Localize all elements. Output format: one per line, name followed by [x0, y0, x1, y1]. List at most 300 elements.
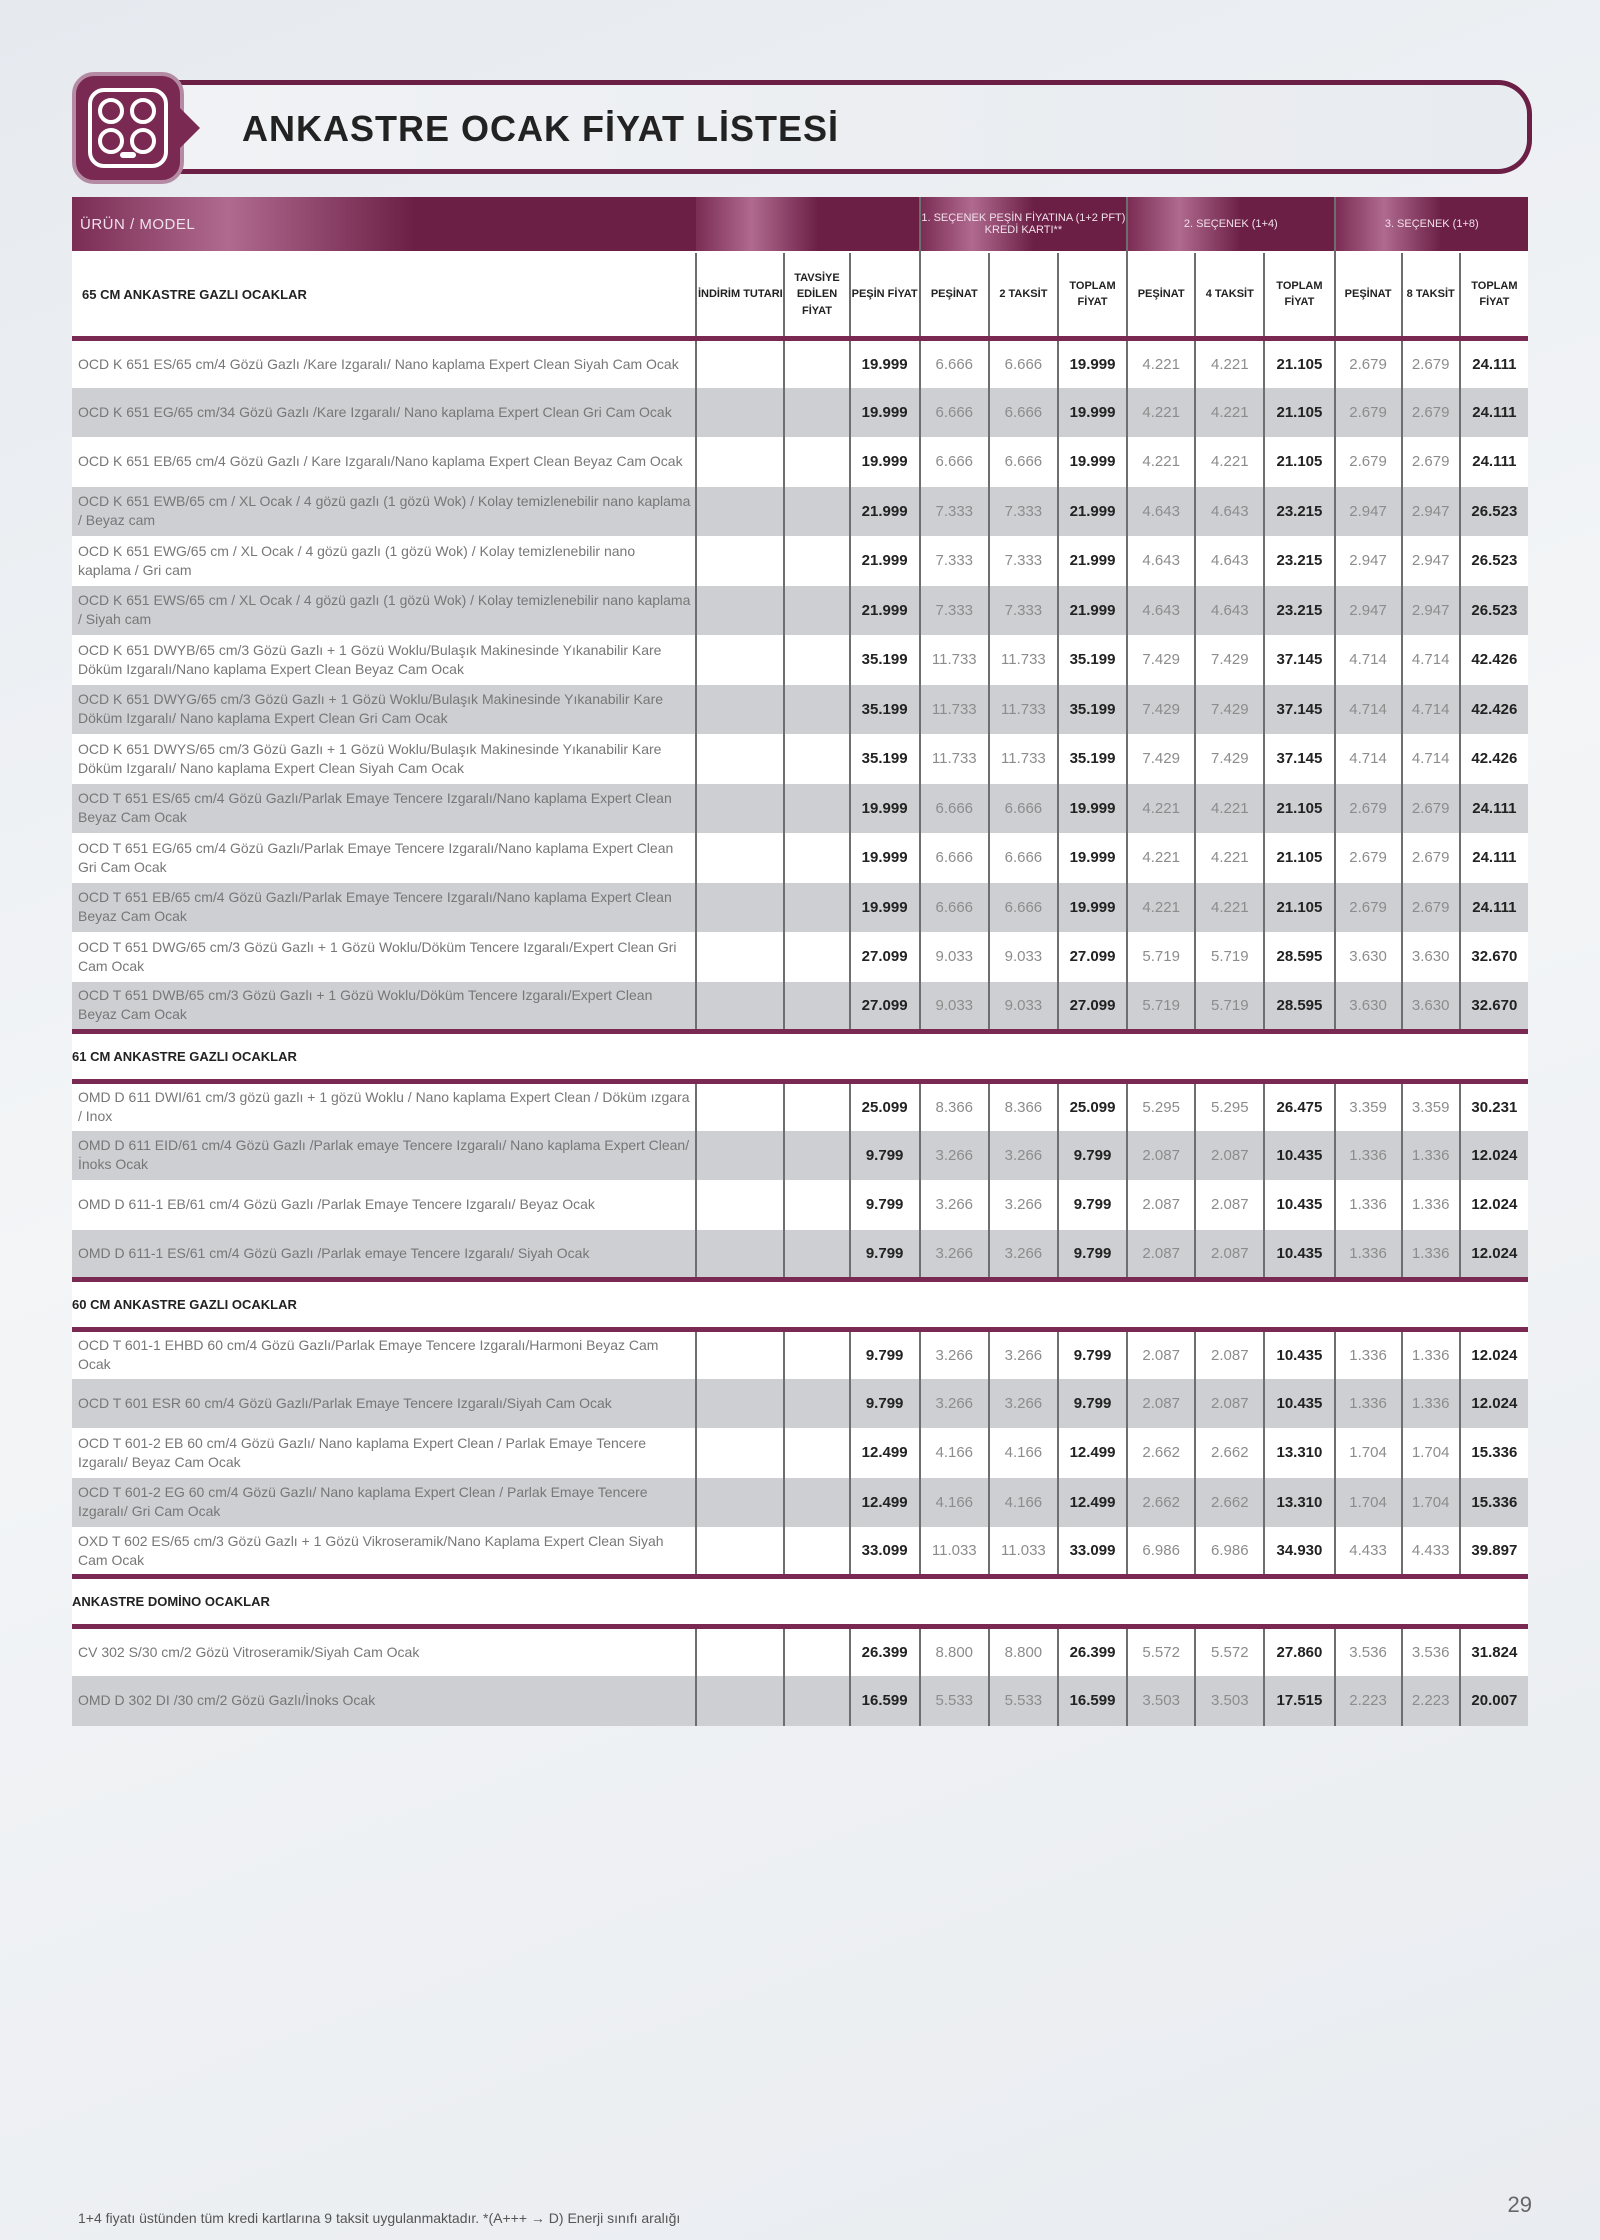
price-cell: 6.666	[920, 883, 989, 933]
price-cell: 2.087	[1195, 1180, 1264, 1230]
price-cell: 3.266	[989, 1180, 1058, 1230]
price-cell	[696, 1478, 784, 1528]
price-cell: 5.533	[920, 1676, 989, 1726]
price-cell	[696, 586, 784, 636]
price-cell: 5.572	[1127, 1627, 1195, 1677]
price-cell	[696, 1379, 784, 1429]
price-cell: 27.099	[850, 982, 920, 1032]
price-cell: 2.087	[1127, 1131, 1195, 1181]
price-cell: 6.666	[989, 437, 1058, 487]
price-cell	[696, 1627, 784, 1677]
product-name-cell: OMD D 611-1 EB/61 cm/4 Gözü Gazlı /Parlak Emaye Tencere Izgaralı/ Beyaz Ocak	[72, 1180, 696, 1230]
price-cell: 4.643	[1127, 536, 1195, 586]
price-cell: 11.033	[920, 1527, 989, 1577]
product-name-cell: OCD T 651 EG/65 cm/4 Gözü Gazlı/Parlak Emaye Tencere Izgaralı/Nano kaplama Expert Clean Gri Cam Ocak	[72, 833, 696, 883]
price-cell: 19.999	[1058, 883, 1127, 933]
price-cell: 1.336	[1402, 1329, 1460, 1379]
price-cell: 19.999	[1058, 338, 1127, 388]
price-cell: 4.714	[1335, 635, 1402, 685]
price-cell: 3.266	[989, 1379, 1058, 1429]
product-name-cell: OCD K 651 EWS/65 cm / XL Ocak / 4 gözü gazlı (1 gözü Wok) / Kolay temizlenebilir nano kaplama / Siyah cam	[72, 586, 696, 636]
price-cell: 35.199	[1058, 635, 1127, 685]
page-header	[72, 72, 1532, 184]
section-title: ANKASTRE DOMİNO OCAKLAR	[72, 1577, 1528, 1627]
col-o1-total: TOPLAM FİYAT	[1058, 252, 1127, 338]
price-cell: 9.799	[1058, 1131, 1127, 1181]
price-cell: 35.199	[1058, 734, 1127, 784]
product-name-cell: OCD K 651 EWG/65 cm / XL Ocak / 4 gözü gazlı (1 gözü Wok) / Kolay temizlenebilir nano kaplama / Gri cam	[72, 536, 696, 586]
price-cell: 4.166	[920, 1428, 989, 1478]
price-cell: 4.221	[1195, 883, 1264, 933]
price-cell: 16.599	[1058, 1676, 1127, 1726]
price-cell: 6.666	[920, 388, 989, 438]
price-cell: 42.426	[1460, 635, 1528, 685]
price-cell: 11.733	[989, 734, 1058, 784]
price-cell: 9.799	[850, 1131, 920, 1181]
col-o3-total: TOPLAM FİYAT	[1460, 252, 1528, 338]
footnote: 1+4 fiyatı üstünden tüm kredi kartlarına 9 taksit uygulanmaktadır. *(A+++ → D) Enerji sınıfı aralığı	[78, 2210, 681, 2226]
price-cell: 24.111	[1460, 437, 1528, 487]
price-cell: 12.024	[1460, 1131, 1528, 1181]
price-cell: 2.223	[1402, 1676, 1460, 1726]
price-cell	[696, 734, 784, 784]
price-cell: 37.145	[1264, 685, 1334, 735]
price-cell: 27.099	[1058, 982, 1127, 1032]
price-cell	[696, 833, 784, 883]
col-discount: İNDİRİM TUTARI	[696, 252, 784, 338]
price-cell: 33.099	[850, 1527, 920, 1577]
price-cell: 2.947	[1335, 536, 1402, 586]
price-cell: 2.662	[1127, 1428, 1195, 1478]
price-cell	[784, 883, 849, 933]
price-cell: 7.333	[989, 536, 1058, 586]
price-cell: 11.733	[920, 734, 989, 784]
price-cell: 21.105	[1264, 437, 1334, 487]
price-cell: 4.221	[1127, 883, 1195, 933]
price-cell	[696, 1676, 784, 1726]
price-cell: 6.986	[1195, 1527, 1264, 1577]
price-cell: 13.310	[1264, 1428, 1334, 1478]
price-cell: 37.145	[1264, 635, 1334, 685]
price-cell: 2.679	[1402, 883, 1460, 933]
price-cell: 5.295	[1127, 1081, 1195, 1131]
price-cell: 32.670	[1460, 932, 1528, 982]
price-cell: 24.111	[1460, 784, 1528, 834]
price-cell: 3.359	[1335, 1081, 1402, 1131]
price-cell: 21.999	[850, 536, 920, 586]
price-cell: 4.221	[1127, 388, 1195, 438]
price-cell: 6.986	[1127, 1527, 1195, 1577]
price-table	[72, 197, 1528, 1726]
price-cell: 4.714	[1335, 734, 1402, 784]
product-name-cell: OCD K 651 EWB/65 cm / XL Ocak / 4 gözü gazlı (1 gözü Wok) / Kolay temizlenebilir nano kaplama / Beyaz cam	[72, 487, 696, 537]
price-cell: 1.336	[1402, 1379, 1460, 1429]
price-cell: 7.429	[1195, 734, 1264, 784]
table-row	[72, 437, 1528, 487]
price-cell: 37.145	[1264, 734, 1334, 784]
price-cell: 3.266	[920, 1230, 989, 1280]
price-cell: 5.719	[1195, 932, 1264, 982]
price-cell: 5.719	[1195, 982, 1264, 1032]
price-cell: 19.999	[1058, 437, 1127, 487]
table-row	[72, 1428, 1528, 1478]
price-cell: 2.947	[1402, 536, 1460, 586]
table-row	[72, 1478, 1528, 1528]
price-cell: 7.429	[1195, 685, 1264, 735]
price-cell: 5.719	[1127, 982, 1195, 1032]
price-cell: 35.199	[850, 734, 920, 784]
price-cell	[696, 1081, 784, 1131]
price-cell: 6.666	[920, 338, 989, 388]
price-cell: 42.426	[1460, 734, 1528, 784]
product-name-cell: OCD K 651 DWYG/65 cm/3 Gözü Gazlı + 1 Gözü Woklu/Bulaşık Makinesinde Yıkanabilir Kare Döküm Izgaralı/ Nano kaplama Expert Clean Gri Cam Ocak	[72, 685, 696, 735]
price-cell: 10.435	[1264, 1230, 1334, 1280]
table-row	[72, 982, 1528, 1032]
table-row	[72, 734, 1528, 784]
price-cell: 39.897	[1460, 1527, 1528, 1577]
price-cell	[696, 685, 784, 735]
option3-label: 3. SEÇENEK (1+8)	[1335, 197, 1528, 252]
price-cell: 24.111	[1460, 338, 1528, 388]
price-cell: 19.999	[850, 833, 920, 883]
price-cell: 2.087	[1127, 1180, 1195, 1230]
table-row	[72, 1379, 1528, 1429]
price-cell: 11.033	[989, 1527, 1058, 1577]
product-name-cell: OCD T 601 ESR 60 cm/4 Gözü Gazlı/Parlak Emaye Tencere Izgaralı/Siyah Cam Ocak	[72, 1379, 696, 1429]
price-cell: 12.024	[1460, 1230, 1528, 1280]
price-cell	[696, 1329, 784, 1379]
product-name-cell: OMD D 302 DI /30 cm/2 Gözü Gazlı/İnoks Ocak	[72, 1676, 696, 1726]
price-cell: 9.799	[850, 1230, 920, 1280]
price-cell: 11.733	[920, 685, 989, 735]
price-cell: 9.799	[850, 1329, 920, 1379]
price-cell: 24.111	[1460, 883, 1528, 933]
product-column-label: ÜRÜN / MODEL	[72, 197, 696, 252]
price-cell	[784, 1627, 849, 1677]
price-cell: 17.515	[1264, 1676, 1334, 1726]
price-cell: 4.221	[1195, 338, 1264, 388]
price-cell: 1.336	[1335, 1131, 1402, 1181]
price-cell: 4.166	[920, 1478, 989, 1528]
price-cell: 34.930	[1264, 1527, 1334, 1577]
table-row	[72, 388, 1528, 438]
price-cell: 4.643	[1127, 586, 1195, 636]
product-name-cell: OCD T 601-1 EHBD 60 cm/4 Gözü Gazlı/Parlak Emaye Tencere Izgaralı/Harmoni Beyaz Cam Ocak	[72, 1329, 696, 1379]
price-cell: 2.947	[1335, 586, 1402, 636]
price-cell: 2.087	[1195, 1329, 1264, 1379]
price-cell: 11.733	[920, 635, 989, 685]
price-cell: 35.199	[850, 685, 920, 735]
price-cell: 2.662	[1195, 1428, 1264, 1478]
product-name-cell: OCD T 601-2 EG 60 cm/4 Gözü Gazlı/ Nano kaplama Expert Clean / Parlak Emaye Tencere Izgaralı/ Gri Cam Ocak	[72, 1478, 696, 1528]
col-recommended: TAVSİYE EDİLEN FİYAT	[784, 252, 849, 338]
price-cell: 10.435	[1264, 1131, 1334, 1181]
product-name-cell: OCD K 651 DWYS/65 cm/3 Gözü Gazlı + 1 Gözü Woklu/Bulaşık Makinesinde Yıkanabilir Kare Döküm Izgaralı/ Nano kaplama Expert Clean Siyah Cam Ocak	[72, 734, 696, 784]
product-name-cell: OCD T 651 DWB/65 cm/3 Gözü Gazlı + 1 Gözü Woklu/Döküm Tencere Izgaralı/Expert Clean Beyaz Cam Ocak	[72, 982, 696, 1032]
product-name-cell: OCD K 651 ES/65 cm/4 Gözü Gazlı /Kare Izgaralı/ Nano kaplama Expert Clean Siyah Cam Ocak	[72, 338, 696, 388]
price-cell: 21.999	[1058, 487, 1127, 537]
product-name-cell: OCD T 601-2 EB 60 cm/4 Gözü Gazlı/ Nano kaplama Expert Clean / Parlak Emaye Tencere Izgaralı/ Beyaz Cam Ocak	[72, 1428, 696, 1478]
table-row	[72, 685, 1528, 735]
price-cell: 21.999	[1058, 536, 1127, 586]
price-cell: 8.366	[920, 1081, 989, 1131]
price-cell: 9.799	[1058, 1329, 1127, 1379]
price-cell: 2.087	[1195, 1131, 1264, 1181]
table-row	[72, 1329, 1528, 1379]
price-cell: 11.733	[989, 685, 1058, 735]
price-cell	[784, 1329, 849, 1379]
price-cell: 4.221	[1195, 388, 1264, 438]
price-cell: 21.999	[850, 487, 920, 537]
price-cell	[696, 982, 784, 1032]
price-cell: 9.033	[989, 982, 1058, 1032]
price-cell: 7.333	[920, 536, 989, 586]
price-cell: 23.215	[1264, 487, 1334, 537]
price-cell	[784, 1180, 849, 1230]
price-cell	[784, 586, 849, 636]
price-cell: 2.679	[1402, 437, 1460, 487]
price-cell: 1.704	[1402, 1428, 1460, 1478]
price-cell: 1.336	[1335, 1180, 1402, 1230]
price-cell: 2.662	[1127, 1478, 1195, 1528]
price-cell	[696, 1180, 784, 1230]
col-cash: PEŞİN FİYAT	[850, 252, 920, 338]
price-cell: 1.336	[1335, 1379, 1402, 1429]
price-cell: 2.087	[1127, 1329, 1195, 1379]
price-cell: 27.099	[850, 932, 920, 982]
price-cell: 3.266	[989, 1329, 1058, 1379]
cooktop-icon	[72, 72, 184, 184]
price-cell	[784, 1527, 849, 1577]
price-cell: 6.666	[989, 338, 1058, 388]
price-cell	[784, 1379, 849, 1429]
price-cell: 12.024	[1460, 1329, 1528, 1379]
price-cell: 2.679	[1335, 338, 1402, 388]
price-cell: 3.630	[1335, 982, 1402, 1032]
price-cell: 21.105	[1264, 338, 1334, 388]
page-number: 29	[1507, 2192, 1532, 2217]
price-cell: 21.105	[1264, 388, 1334, 438]
price-cell	[784, 1428, 849, 1478]
price-cell: 3.266	[920, 1379, 989, 1429]
price-cell: 6.666	[989, 883, 1058, 933]
price-cell: 4.643	[1195, 536, 1264, 586]
price-cell: 12.499	[1058, 1428, 1127, 1478]
price-cell: 2.947	[1335, 487, 1402, 537]
price-cell: 3.359	[1402, 1081, 1460, 1131]
table-row	[72, 536, 1528, 586]
price-cell: 25.099	[1058, 1081, 1127, 1131]
price-cell: 6.666	[920, 784, 989, 834]
price-cell: 5.533	[989, 1676, 1058, 1726]
price-cell: 31.824	[1460, 1627, 1528, 1677]
price-cell: 15.336	[1460, 1478, 1528, 1528]
price-cell: 16.599	[850, 1676, 920, 1726]
price-cell: 9.799	[1058, 1230, 1127, 1280]
price-cell: 2.679	[1335, 437, 1402, 487]
price-cell: 21.105	[1264, 784, 1334, 834]
price-cell: 9.799	[850, 1180, 920, 1230]
price-cell: 27.860	[1264, 1627, 1334, 1677]
price-cell: 8.800	[989, 1627, 1058, 1677]
price-cell: 19.999	[1058, 388, 1127, 438]
price-cell: 4.221	[1195, 437, 1264, 487]
price-cell: 9.799	[1058, 1379, 1127, 1429]
price-cell	[696, 1428, 784, 1478]
price-cell: 3.266	[920, 1329, 989, 1379]
price-cell	[696, 536, 784, 586]
table-row	[72, 784, 1528, 834]
price-cell	[696, 487, 784, 537]
price-cell: 1.336	[1335, 1329, 1402, 1379]
price-cell: 3.630	[1335, 932, 1402, 982]
price-cell: 42.426	[1460, 685, 1528, 735]
price-cell: 11.733	[989, 635, 1058, 685]
price-cell: 21.999	[1058, 586, 1127, 636]
price-cell	[784, 1131, 849, 1181]
product-name-cell: OMD D 611-1 ES/61 cm/4 Gözü Gazlı /Parlak emaye Tencere Izgaralı/ Siyah Ocak	[72, 1230, 696, 1280]
price-cell: 23.215	[1264, 536, 1334, 586]
price-cell: 12.024	[1460, 1180, 1528, 1230]
header-arrow-icon	[180, 108, 200, 148]
price-cell: 7.333	[920, 487, 989, 537]
price-cell	[696, 388, 784, 438]
table-row	[72, 487, 1528, 537]
table-row	[72, 635, 1528, 685]
table-row	[72, 586, 1528, 636]
price-cell: 2.679	[1402, 338, 1460, 388]
section-title: 61 CM ANKASTRE GAZLI OCAKLAR	[72, 1031, 1528, 1081]
price-cell: 26.475	[1264, 1081, 1334, 1131]
price-cell: 32.670	[1460, 982, 1528, 1032]
price-cell: 7.429	[1127, 635, 1195, 685]
price-cell: 9.033	[989, 932, 1058, 982]
price-cell	[784, 833, 849, 883]
price-cell: 2.947	[1402, 487, 1460, 537]
price-cell: 1.704	[1335, 1428, 1402, 1478]
price-cell: 21.105	[1264, 883, 1334, 933]
price-cell	[696, 883, 784, 933]
price-cell: 2.662	[1195, 1478, 1264, 1528]
product-name-cell: OMD D 611 DWI/61 cm/3 gözü gazlı + 1 gözü Woklu / Nano kaplama Expert Clean / Döküm ızgara / Inox	[72, 1081, 696, 1131]
price-cell: 3.503	[1195, 1676, 1264, 1726]
price-cell: 3.630	[1402, 982, 1460, 1032]
price-cell: 4.221	[1195, 833, 1264, 883]
price-cell	[784, 1676, 849, 1726]
price-cell: 24.111	[1460, 388, 1528, 438]
price-cell: 5.295	[1195, 1081, 1264, 1131]
price-cell: 6.666	[920, 437, 989, 487]
price-cell: 12.499	[1058, 1478, 1127, 1528]
price-cell	[784, 437, 849, 487]
price-cell: 9.799	[850, 1379, 920, 1429]
price-cell: 3.266	[920, 1180, 989, 1230]
col-o2-down: PEŞİNAT	[1127, 252, 1195, 338]
price-cell: 26.523	[1460, 586, 1528, 636]
price-cell: 26.523	[1460, 487, 1528, 537]
price-cell: 25.099	[850, 1081, 920, 1131]
price-cell: 3.536	[1335, 1627, 1402, 1677]
price-cell: 21.999	[850, 586, 920, 636]
table-row	[72, 1180, 1528, 1230]
price-cell	[784, 536, 849, 586]
price-cell	[784, 1081, 849, 1131]
price-cell: 9.033	[920, 932, 989, 982]
table-row	[72, 932, 1528, 982]
product-name-cell: OCD K 651 EG/65 cm/34 Gözü Gazlı /Kare Izgaralı/ Nano kaplama Expert Clean Gri Cam Ocak	[72, 388, 696, 438]
table-row	[72, 1230, 1528, 1280]
table-row	[72, 338, 1528, 388]
price-cell: 19.999	[850, 388, 920, 438]
price-cell: 2.223	[1335, 1676, 1402, 1726]
price-cell: 3.266	[989, 1230, 1058, 1280]
price-cell: 2.087	[1195, 1230, 1264, 1280]
price-cell: 19.999	[850, 883, 920, 933]
price-cell	[696, 932, 784, 982]
price-cell: 4.221	[1127, 833, 1195, 883]
price-cell: 12.499	[850, 1428, 920, 1478]
price-cell	[696, 1527, 784, 1577]
price-cell: 2.087	[1195, 1379, 1264, 1429]
product-name-cell: OCD K 651 DWYB/65 cm/3 Gözü Gazlı + 1 Gözü Woklu/Bulaşık Makinesinde Yıkanabilir Kare Döküm Izgaralı/Nano kaplama Expert Clean Beyaz Cam Ocak	[72, 635, 696, 685]
price-cell: 19.999	[1058, 784, 1127, 834]
table-row	[72, 833, 1528, 883]
price-cell: 19.999	[1058, 833, 1127, 883]
price-cell: 5.572	[1195, 1627, 1264, 1677]
price-cell: 35.199	[850, 635, 920, 685]
price-cell: 4.714	[1402, 635, 1460, 685]
price-cell: 13.310	[1264, 1478, 1334, 1528]
price-cell: 2.679	[1402, 784, 1460, 834]
price-cell: 12.499	[850, 1478, 920, 1528]
product-name-cell: OCD K 651 EB/65 cm/4 Gözü Gazlı / Kare Izgaralı/Nano kaplama Expert Clean Beyaz Cam Ocak	[72, 437, 696, 487]
col-o3-down: PEŞİNAT	[1335, 252, 1402, 338]
price-cell: 4.433	[1402, 1527, 1460, 1577]
price-cell: 24.111	[1460, 833, 1528, 883]
price-cell: 7.429	[1127, 734, 1195, 784]
price-cell: 1.336	[1335, 1230, 1402, 1280]
section-title: 60 CM ANKASTRE GAZLI OCAKLAR	[72, 1279, 1528, 1329]
price-cell: 4.221	[1127, 437, 1195, 487]
section-title: 65 CM ANKASTRE GAZLI OCAKLAR	[72, 252, 696, 338]
product-name-cell: OCD T 651 EB/65 cm/4 Gözü Gazlı/Parlak Emaye Tencere Izgaralı/Nano kaplama Expert Clean Beyaz Cam Ocak	[72, 883, 696, 933]
price-cell	[696, 784, 784, 834]
option2-label: 2. SEÇENEK (1+4)	[1127, 197, 1334, 252]
price-cell: 4.643	[1195, 586, 1264, 636]
price-cell: 3.266	[920, 1131, 989, 1181]
price-cell: 4.433	[1335, 1527, 1402, 1577]
table-row	[72, 1627, 1528, 1677]
price-cell: 2.679	[1335, 883, 1402, 933]
price-cell: 26.399	[1058, 1627, 1127, 1677]
col-o1-inst: 2 TAKSİT	[989, 252, 1058, 338]
col-o2-inst: 4 TAKSİT	[1195, 252, 1264, 338]
price-cell: 10.435	[1264, 1329, 1334, 1379]
price-cell	[696, 1131, 784, 1181]
price-cell: 4.166	[989, 1428, 1058, 1478]
price-cell	[784, 1230, 849, 1280]
price-cell	[784, 388, 849, 438]
col-o3-inst: 8 TAKSİT	[1402, 252, 1460, 338]
product-name-cell: OXD T 602 ES/65 cm/3 Gözü Gazlı + 1 Gözü Vikroseramik/Nano Kaplama Expert Clean Siyah Cam Ocak	[72, 1527, 696, 1577]
price-cell	[784, 487, 849, 537]
price-cell: 15.336	[1460, 1428, 1528, 1478]
price-cell: 26.523	[1460, 536, 1528, 586]
price-cell: 6.666	[989, 784, 1058, 834]
price-cell: 7.333	[920, 586, 989, 636]
price-cell: 7.429	[1127, 685, 1195, 735]
price-cell	[784, 932, 849, 982]
